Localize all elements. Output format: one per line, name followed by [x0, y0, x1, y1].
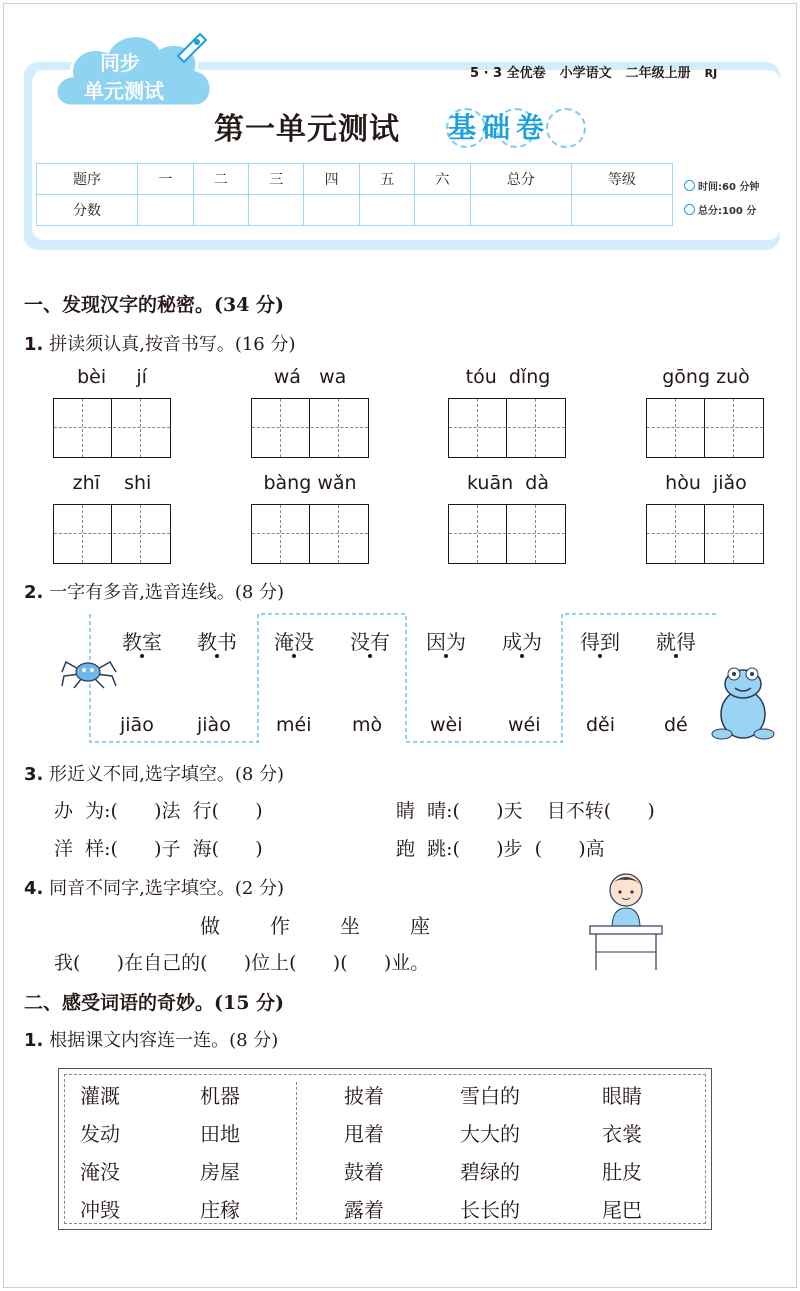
polyphone-pinyin[interactable]: děi [586, 714, 616, 736]
polyphone-pinyin[interactable]: mò [352, 714, 383, 736]
spider-icon [60, 652, 118, 692]
section2-title: 二、感受词语的奇妙。(15 分) [24, 992, 285, 1014]
score-cell: 等级 [571, 164, 672, 195]
polyphone-word: 教室 [122, 626, 162, 655]
question-number: 4. [24, 878, 44, 899]
time-info-text: 时间:60 分钟 [698, 182, 760, 193]
pinyin-label: bèi jí [77, 366, 147, 388]
total-info-text: 总分:100 分 [698, 206, 757, 217]
time-info [684, 178, 759, 193]
meta-series: 5 · 3 全优卷 [470, 66, 546, 81]
meta-edition: RJ [704, 67, 718, 80]
match-word[interactable]: 披着 [344, 1084, 384, 1108]
score-table-header-row [37, 164, 673, 195]
badge-line2: 单元测试 [84, 79, 164, 103]
match-word[interactable]: 眼睛 [602, 1084, 642, 1108]
question-text: 一字有多音,选音连线。(8 分) [49, 582, 285, 603]
match-word[interactable]: 衣裳 [602, 1122, 642, 1146]
match-word[interactable]: 雪白的 [460, 1084, 520, 1108]
check-icon [684, 204, 695, 215]
polyphone-pinyin[interactable]: jiāo [120, 714, 154, 736]
fill-line[interactable]: 办 为:( )法 行( ) [54, 800, 263, 822]
meta-grade: 二年级上册 [625, 66, 691, 81]
question-1-2 [24, 578, 284, 604]
unit-test-badge [50, 26, 220, 126]
question-number: 2. [24, 582, 44, 603]
match-word[interactable]: 长长的 [460, 1198, 520, 1222]
question-2-1 [24, 1026, 278, 1052]
match-word[interactable]: 甩着 [344, 1122, 384, 1146]
word-option: 做 [200, 914, 220, 938]
score-input-cell[interactable] [248, 195, 303, 226]
question-1-4 [24, 874, 284, 900]
polyphone-word: 教书 [197, 626, 237, 655]
score-input-cell[interactable] [470, 195, 571, 226]
polyphone-word: 就得 [656, 626, 696, 655]
section1-title: 一、发现汉字的秘密。(34 分) [24, 294, 285, 316]
clock-icon [684, 180, 695, 191]
writing-grid[interactable] [251, 398, 369, 458]
word-option: 作 [270, 914, 290, 938]
match-word[interactable]: 田地 [200, 1122, 240, 1146]
score-input-cell[interactable] [304, 195, 359, 226]
question-number: 3. [24, 764, 44, 785]
match-word[interactable]: 大大的 [460, 1122, 520, 1146]
score-input-cell[interactable] [571, 195, 672, 226]
badge-line1: 同步 [100, 51, 140, 75]
score-cell: 题序 [37, 164, 138, 195]
match-word[interactable]: 鼓着 [344, 1160, 384, 1184]
question-text: 根据课文内容连一连。(8 分) [49, 1030, 279, 1051]
match-word[interactable]: 尾巴 [602, 1198, 642, 1222]
student-at-desk-icon [586, 868, 666, 972]
writing-grid[interactable] [646, 504, 764, 564]
meta-subject: 小学语文 [559, 66, 612, 81]
polyphone-pinyin[interactable]: wèi [430, 714, 463, 736]
score-cell: 六 [415, 164, 470, 195]
polyphone-pinyin[interactable]: méi [276, 714, 312, 736]
writing-grid[interactable] [251, 504, 369, 564]
fill-line[interactable]: 睛 晴:( )天 目不转( ) [396, 800, 655, 822]
score-cell: 分数 [37, 195, 138, 226]
pinyin-label: hòu jiǎo [665, 472, 747, 494]
polyphone-word: 成为 [502, 626, 542, 655]
score-cell: 二 [193, 164, 248, 195]
score-cell: 五 [359, 164, 414, 195]
score-table-score-row [37, 195, 673, 226]
score-table [36, 163, 673, 226]
polyphone-word: 因为 [426, 626, 466, 655]
frog-icon [708, 662, 778, 742]
score-cell: 一 [138, 164, 193, 195]
polyphone-word: 得到 [580, 626, 620, 655]
match-word[interactable]: 碧绿的 [460, 1160, 520, 1184]
score-cell: 四 [304, 164, 359, 195]
question-text: 形近义不同,选字填空。(8 分) [49, 764, 285, 785]
match-word[interactable]: 肚皮 [602, 1160, 642, 1184]
word-option: 坐 [340, 914, 360, 938]
polyphone-pinyin[interactable]: wéi [508, 714, 541, 736]
question-number: 1. [24, 1030, 44, 1051]
match-word[interactable]: 淹没 [80, 1160, 120, 1184]
writing-grid[interactable] [448, 504, 566, 564]
fill-sentence[interactable]: 我( )在自己的( )位上( )( )业。 [54, 952, 430, 974]
score-input-cell[interactable] [193, 195, 248, 226]
total-info [684, 202, 756, 217]
score-cell: 三 [248, 164, 303, 195]
match-word[interactable]: 露着 [344, 1198, 384, 1222]
page-title: 第一单元测试 [214, 112, 400, 147]
pinyin-label: zhī shi [72, 472, 152, 494]
match-word[interactable]: 发动 [80, 1122, 120, 1146]
score-cell: 总分 [470, 164, 571, 195]
pinyin-label: bàng wǎn [263, 472, 357, 494]
polyphone-word: 没有 [350, 626, 390, 655]
match-word[interactable]: 机器 [200, 1084, 240, 1108]
matching-dashed-zigzag [88, 612, 728, 746]
writing-grid[interactable] [53, 504, 171, 564]
writing-grid[interactable] [646, 398, 764, 458]
match-word[interactable]: 庄稼 [200, 1198, 240, 1222]
word-option: 座 [410, 914, 430, 938]
score-input-cell[interactable] [415, 195, 470, 226]
pinyin-label: tóu dǐng [465, 366, 551, 388]
question-text: 同音不同字,选字填空。(2 分) [49, 878, 285, 899]
question-number: 1. [24, 334, 44, 355]
writing-grid[interactable] [448, 398, 566, 458]
matching-divider [296, 1082, 297, 1220]
book-meta [470, 62, 770, 81]
title-tag: 基础卷 [448, 111, 551, 144]
score-input-cell[interactable] [138, 195, 193, 226]
match-word[interactable]: 冲毁 [80, 1198, 120, 1222]
question-text: 拼读须认真,按音书写。(16 分) [49, 334, 296, 355]
polyphone-word: 淹没 [274, 626, 314, 655]
question-1-3 [24, 760, 284, 786]
fill-line[interactable]: 跑 跳:( )步 ( )高 [396, 838, 605, 860]
question-1-1 [24, 330, 296, 356]
pinyin-label: kuān dà [467, 472, 549, 494]
writing-grid[interactable] [53, 398, 171, 458]
fill-line[interactable]: 洋 样:( )子 海( ) [54, 838, 263, 860]
pinyin-label: wá wa [273, 366, 347, 388]
polyphone-pinyin[interactable]: dé [664, 714, 688, 736]
polyphone-pinyin[interactable]: jiào [197, 714, 231, 736]
pinyin-label: gōng zuò [662, 366, 750, 388]
match-word[interactable]: 房屋 [200, 1160, 240, 1184]
match-word[interactable]: 灌溉 [80, 1084, 120, 1108]
score-input-cell[interactable] [359, 195, 414, 226]
